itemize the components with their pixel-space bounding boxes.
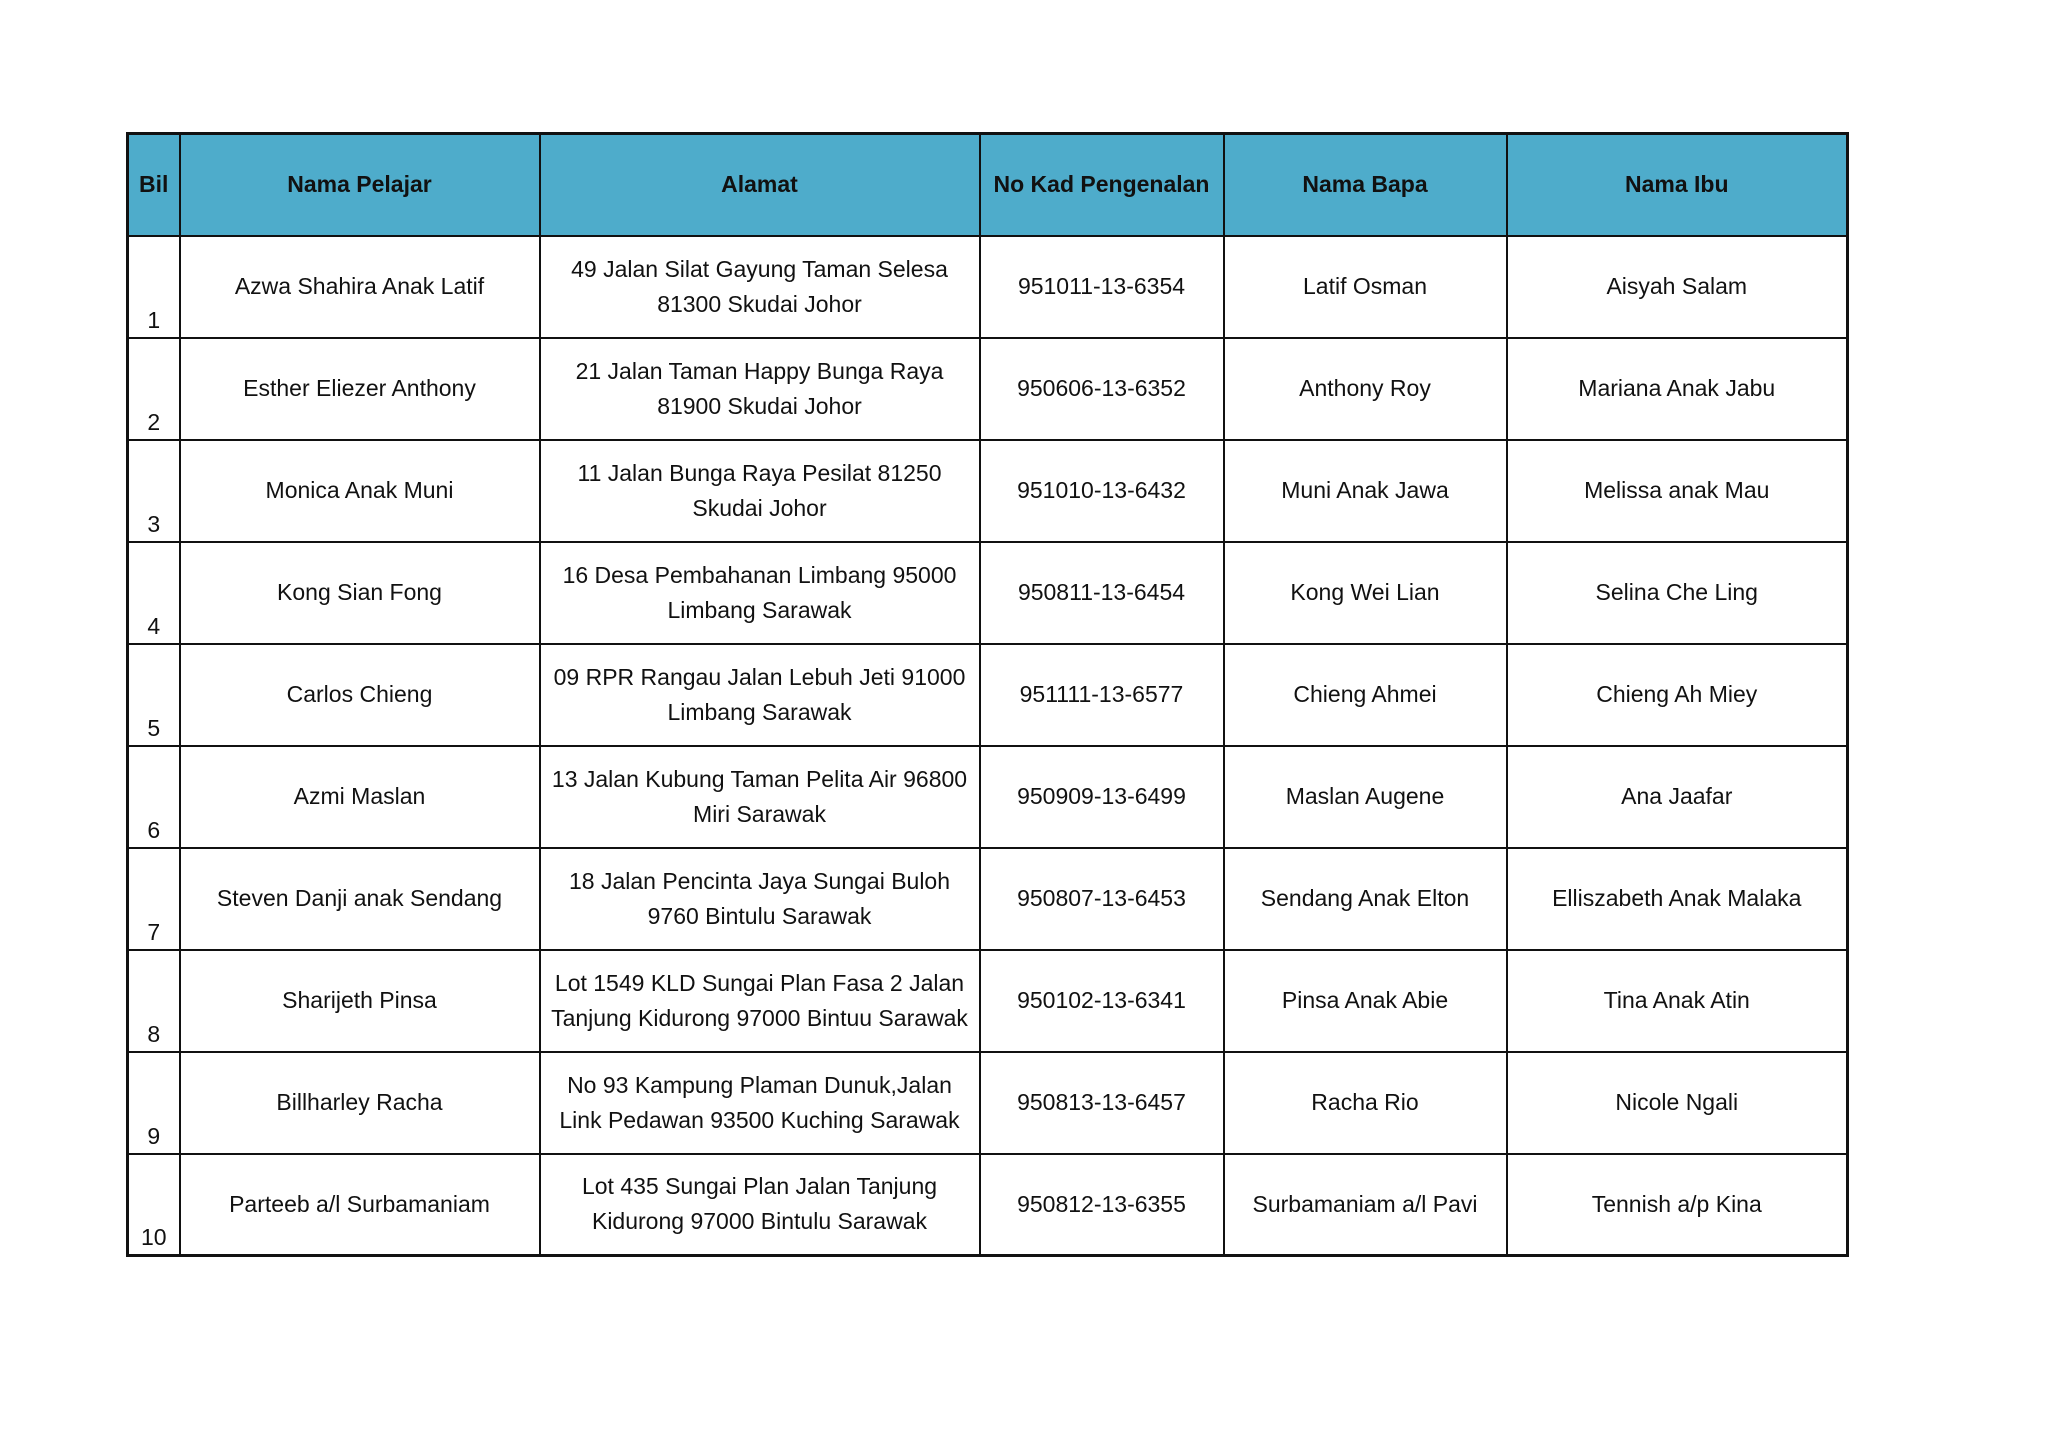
cell-nama-ibu: Mariana Anak Jabu [1507, 338, 1848, 440]
table-row [128, 542, 1848, 644]
cell-nama-pelajar: Sharijeth Pinsa [180, 950, 540, 1052]
cell-nama-pelajar: Parteeb a/l Surbamaniam [180, 1154, 540, 1256]
cell-nama-pelajar: Carlos Chieng [180, 644, 540, 746]
cell-nama-ibu: Melissa anak Mau [1507, 440, 1848, 542]
cell-bil: 5 [128, 644, 180, 746]
student-records-table [126, 132, 1849, 1257]
header-nama-pelajar: Nama Pelajar [180, 134, 540, 236]
cell-bil: 8 [128, 950, 180, 1052]
cell-alamat: 49 Jalan Silat Gayung Taman Selesa 81300 Skudai Johor [540, 236, 980, 338]
cell-alamat: Lot 435 Sungai Plan Jalan Tanjung Kidurong 97000 Bintulu Sarawak [540, 1154, 980, 1256]
cell-no-kad-pengenalan: 950909-13-6499 [980, 746, 1224, 848]
cell-nama-pelajar: Azmi Maslan [180, 746, 540, 848]
cell-bil: 3 [128, 440, 180, 542]
cell-nama-ibu: Elliszabeth Anak Malaka [1507, 848, 1848, 950]
header-bil: Bil [128, 134, 180, 236]
table-row [128, 644, 1848, 746]
table-header-row [128, 134, 1848, 236]
cell-no-kad-pengenalan: 950606-13-6352 [980, 338, 1224, 440]
cell-nama-pelajar: Monica Anak Muni [180, 440, 540, 542]
header-nama-bapa: Nama Bapa [1224, 134, 1507, 236]
table-row [128, 950, 1848, 1052]
cell-alamat: 18 Jalan Pencinta Jaya Sungai Buloh 9760 Bintulu Sarawak [540, 848, 980, 950]
cell-alamat: 11 Jalan Bunga Raya Pesilat 81250 Skudai Johor [540, 440, 980, 542]
cell-alamat: 13 Jalan Kubung Taman Pelita Air 96800 Miri Sarawak [540, 746, 980, 848]
cell-no-kad-pengenalan: 951111-13-6577 [980, 644, 1224, 746]
cell-nama-bapa: Maslan Augene [1224, 746, 1507, 848]
cell-nama-pelajar: Billharley Racha [180, 1052, 540, 1154]
cell-nama-pelajar: Steven Danji anak Sendang [180, 848, 540, 950]
cell-alamat: 09 RPR Rangau Jalan Lebuh Jeti 91000 Limbang Sarawak [540, 644, 980, 746]
table-row [128, 848, 1848, 950]
cell-bil: 7 [128, 848, 180, 950]
cell-bil: 1 [128, 236, 180, 338]
cell-no-kad-pengenalan: 950807-13-6453 [980, 848, 1224, 950]
cell-no-kad-pengenalan: 950811-13-6454 [980, 542, 1224, 644]
table-row [128, 236, 1848, 338]
cell-nama-ibu: Nicole Ngali [1507, 1052, 1848, 1154]
header-nama-ibu: Nama Ibu [1507, 134, 1848, 236]
cell-alamat: 16 Desa Pembahanan Limbang 95000 Limbang Sarawak [540, 542, 980, 644]
cell-no-kad-pengenalan: 951010-13-6432 [980, 440, 1224, 542]
cell-nama-pelajar: Esther Eliezer Anthony [180, 338, 540, 440]
cell-nama-bapa: Muni Anak Jawa [1224, 440, 1507, 542]
cell-nama-bapa: Racha Rio [1224, 1052, 1507, 1154]
cell-no-kad-pengenalan: 950813-13-6457 [980, 1052, 1224, 1154]
cell-bil: 6 [128, 746, 180, 848]
table-row [128, 1052, 1848, 1154]
cell-alamat: 21 Jalan Taman Happy Bunga Raya 81900 Skudai Johor [540, 338, 980, 440]
cell-alamat: Lot 1549 KLD Sungai Plan Fasa 2 Jalan Tanjung Kidurong 97000 Bintuu Sarawak [540, 950, 980, 1052]
cell-nama-bapa: Chieng Ahmei [1224, 644, 1507, 746]
table-row [128, 746, 1848, 848]
cell-bil: 2 [128, 338, 180, 440]
cell-nama-bapa: Anthony Roy [1224, 338, 1507, 440]
cell-bil: 10 [128, 1154, 180, 1256]
cell-nama-bapa: Latif Osman [1224, 236, 1507, 338]
cell-nama-pelajar: Kong Sian Fong [180, 542, 540, 644]
cell-bil: 4 [128, 542, 180, 644]
cell-nama-pelajar: Azwa Shahira Anak Latif [180, 236, 540, 338]
cell-no-kad-pengenalan: 951011-13-6354 [980, 236, 1224, 338]
cell-nama-bapa: Surbamaniam a/l Pavi [1224, 1154, 1507, 1256]
cell-nama-ibu: Aisyah Salam [1507, 236, 1848, 338]
cell-nama-bapa: Pinsa Anak Abie [1224, 950, 1507, 1052]
cell-nama-ibu: Selina Che Ling [1507, 542, 1848, 644]
cell-no-kad-pengenalan: 950102-13-6341 [980, 950, 1224, 1052]
cell-nama-bapa: Sendang Anak Elton [1224, 848, 1507, 950]
cell-nama-bapa: Kong Wei Lian [1224, 542, 1507, 644]
table-row [128, 440, 1848, 542]
cell-nama-ibu: Tina Anak Atin [1507, 950, 1848, 1052]
cell-nama-ibu: Tennish a/p Kina [1507, 1154, 1848, 1256]
cell-nama-ibu: Chieng Ah Miey [1507, 644, 1848, 746]
cell-no-kad-pengenalan: 950812-13-6355 [980, 1154, 1224, 1256]
cell-nama-ibu: Ana Jaafar [1507, 746, 1848, 848]
table-row [128, 338, 1848, 440]
cell-bil: 9 [128, 1052, 180, 1154]
table-row [128, 1154, 1848, 1256]
header-alamat: Alamat [540, 134, 980, 236]
cell-alamat: No 93 Kampung Plaman Dunuk,Jalan Link Pedawan 93500 Kuching Sarawak [540, 1052, 980, 1154]
header-no-kad-pengenalan: No Kad Pengenalan [980, 134, 1224, 236]
